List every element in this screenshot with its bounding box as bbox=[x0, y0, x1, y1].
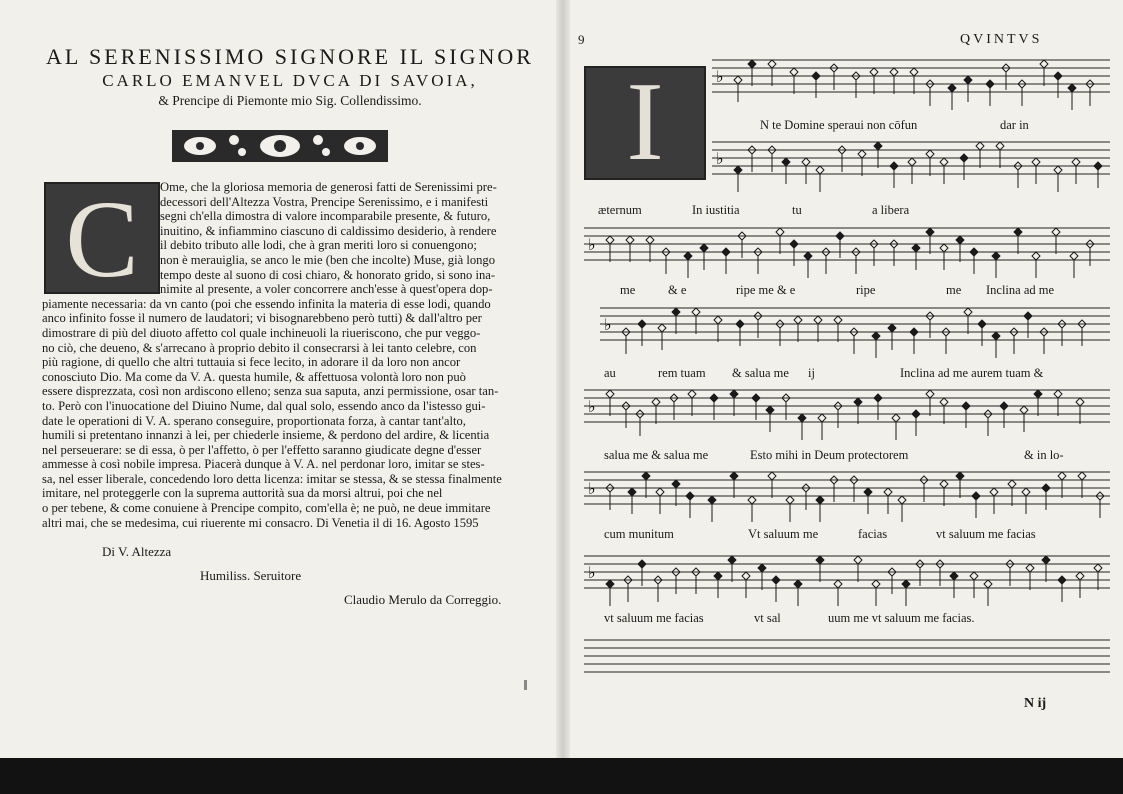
scan-mark bbox=[524, 680, 527, 690]
svg-text:♭: ♭ bbox=[588, 479, 596, 498]
dedication-line: decessori dell'Altezza Vostra, Prencipe Serenissimo, e i manifesti bbox=[160, 194, 489, 209]
dedication-line: non è merauiglia, se anco le mie (ben che incolte) Muse, già longo bbox=[160, 252, 496, 267]
dedication-line: nel perseuerare: se di essa, ò per l'affetto, ò per l'effetto saranno giudicate degne d'esser bbox=[42, 442, 482, 457]
lyric-text: salua me & salua me bbox=[604, 448, 709, 462]
lyric-text: vt sal bbox=[754, 611, 781, 625]
dedication-line: ammesse à così nobile impresa. Piacerà dunque à V. A. nel perdonar loro, imitar se stes- bbox=[42, 457, 485, 472]
staff bbox=[712, 60, 1110, 110]
closing-line: Di V. Altezza bbox=[102, 544, 172, 559]
lyric-text: facias bbox=[858, 527, 888, 541]
page-mark: 9 bbox=[578, 32, 585, 47]
staff bbox=[584, 556, 1110, 606]
svg-text:♭: ♭ bbox=[716, 149, 724, 168]
dedication-line: imitare, nel proteggerle con la suprema auttorità sua da morsi altrui, poi che nel bbox=[42, 486, 443, 501]
dedication-line: nimite al presente, a voler concorrere anch'esse à quest'opera dop- bbox=[160, 282, 493, 297]
svg-text:♭: ♭ bbox=[716, 67, 724, 86]
dedication-line: to. Però con l'inuocatione del Diuino Nume, dal qual solo, essendo anco da l'istesso gui- bbox=[42, 398, 486, 413]
lyric-text: a libera bbox=[872, 203, 910, 217]
initial-letter: C bbox=[65, 178, 139, 300]
lyric-text: Inclina ad me bbox=[986, 283, 1055, 297]
lyric-text: Esto mihi in Deum protectorem bbox=[750, 448, 909, 462]
staff bbox=[712, 142, 1110, 192]
lyric-text: Inclina ad me aurem tuam & bbox=[900, 366, 1044, 380]
lyric-text: & e bbox=[668, 283, 687, 297]
dedication-line: o per tebene, & come conuiene à Prencipe compito, com'ella è; ne può, ne deue immitare bbox=[42, 501, 491, 516]
dedication-title bbox=[40, 44, 540, 109]
lyric-text: & salua me bbox=[732, 366, 789, 380]
lyric-text: & in lo- bbox=[1024, 448, 1064, 462]
book-gutter bbox=[556, 0, 570, 758]
lyric-text: tu bbox=[792, 203, 802, 217]
dedication-line: più ragione, di quello che altri tuttauia si fece lecito, in adorare il da loro non ancor bbox=[42, 355, 461, 370]
music-historiated-initial bbox=[584, 60, 706, 184]
staff bbox=[584, 640, 1110, 672]
scan-bottom-edge bbox=[0, 758, 1123, 794]
svg-text:♭: ♭ bbox=[588, 563, 596, 582]
title-line-2: CARLO EMANVEL DVCA DI SAVOIA, bbox=[102, 71, 478, 90]
gathering-signature: N ij bbox=[1024, 696, 1047, 711]
lyric-text: dar in bbox=[1000, 118, 1029, 132]
lyric-text: æternum bbox=[598, 203, 642, 217]
dedication-body bbox=[42, 180, 542, 530]
title-line-3: & Prencipe di Piemonte mio Sig. Collendissimo. bbox=[158, 93, 422, 108]
title-line-1: AL SERENISSIMO SIGNORE IL SIGNOR bbox=[46, 44, 534, 69]
svg-text:♭: ♭ bbox=[588, 235, 596, 254]
lyric-text: In iustitia bbox=[692, 203, 740, 217]
dedication-line: Ome, che la gloriosa memoria de generosi fatti de Serenissimi pre- bbox=[160, 180, 497, 194]
lyric-text: ij bbox=[808, 366, 815, 380]
svg-text:♭: ♭ bbox=[604, 315, 612, 334]
dedication-line: no ciò, che deueno, & s'arrecano à proprio debito il consecrarsi à lei tanto celebre, con bbox=[42, 340, 477, 355]
lyric-text: ripe me & e bbox=[736, 283, 796, 297]
staff bbox=[584, 472, 1110, 522]
svg-text:♭: ♭ bbox=[588, 397, 596, 416]
dedication-line: sa, nel esser liberale, concedendo loro detta licenza: imitar se stessa, & se stessa finalmente bbox=[42, 471, 502, 486]
dedication-line: altri mai, che se medesima, cui riuerente mi consacro. Di Venetia il di 16. Agosto 1595 bbox=[42, 515, 479, 530]
lyric-text: vt saluum me facias bbox=[936, 527, 1036, 541]
dedication-line: piamente necessaria: da vn canto (poi che essendo infinita la materia di esse lodi, quando bbox=[42, 296, 491, 311]
dedication-line: inuitino, & infiammino ciascuno di caldissimo desiderio, à rendere bbox=[160, 223, 497, 238]
dedication-line: conosciuto Dio. Ma come da V. A. questa humile, & affettuosa volontà loro non può bbox=[42, 369, 466, 384]
lyric-text: uum me vt saluum me facias. bbox=[828, 611, 975, 625]
dedication-page bbox=[0, 0, 556, 758]
dedication-line: tempo deste al suono di cosi chiaro, & honorato grido, si sono ina- bbox=[160, 267, 496, 282]
voice-part-heading: QVINTVS bbox=[960, 32, 1043, 47]
lyric-text: vt saluum me facias bbox=[604, 611, 704, 625]
lyric-text: N te Domine speraui non cōfun bbox=[760, 118, 918, 132]
dedication-line: date le operationi di V. A. sperano conseguire, proportionata forza, à cantar tant'alto, bbox=[42, 413, 466, 428]
lyric-text: rem tuam bbox=[658, 366, 706, 380]
dedication-line: segni ch'ella dimostra di valore incomparabile presente, & futuro, bbox=[160, 209, 491, 224]
dedication-line: il debito tributo alle lodi, che à gran meriti loro si conuengono; bbox=[160, 238, 477, 253]
lyric-text: au bbox=[604, 366, 616, 380]
lyric-text: ripe bbox=[856, 283, 876, 297]
lyric-text: me bbox=[620, 283, 636, 297]
servant-line: Humiliss. Seruitore bbox=[200, 568, 302, 583]
lyric-text: cum munitum bbox=[604, 527, 674, 541]
ornament-band bbox=[172, 128, 388, 164]
signature-line: Claudio Merulo da Correggio. bbox=[344, 592, 502, 607]
dedication-line: essere disprezzata, così non ardiscono elleno; senza sua saputa, anzi permissione, osar tan- bbox=[42, 384, 499, 399]
dedication-line: humili si pretentano innanzi à lei, per chiederle insieme, & perdono del ardire, & licentia bbox=[42, 428, 490, 443]
staff bbox=[600, 308, 1110, 358]
lyric-text: me bbox=[946, 283, 962, 297]
music-initial-letter: I bbox=[626, 60, 664, 184]
staff bbox=[584, 390, 1110, 440]
lyric-text: Vt saluum me bbox=[748, 527, 819, 541]
dedication-line: dimostrare di più del diuoto affetto col quale inchineuoli la riueriscono, che pur veggo- bbox=[42, 325, 481, 340]
dedication-line: anco infinito fosse il numero de laudatori; vi bisognarebbeno però tutti) & dall'altro per bbox=[42, 311, 482, 326]
staff bbox=[584, 228, 1110, 278]
